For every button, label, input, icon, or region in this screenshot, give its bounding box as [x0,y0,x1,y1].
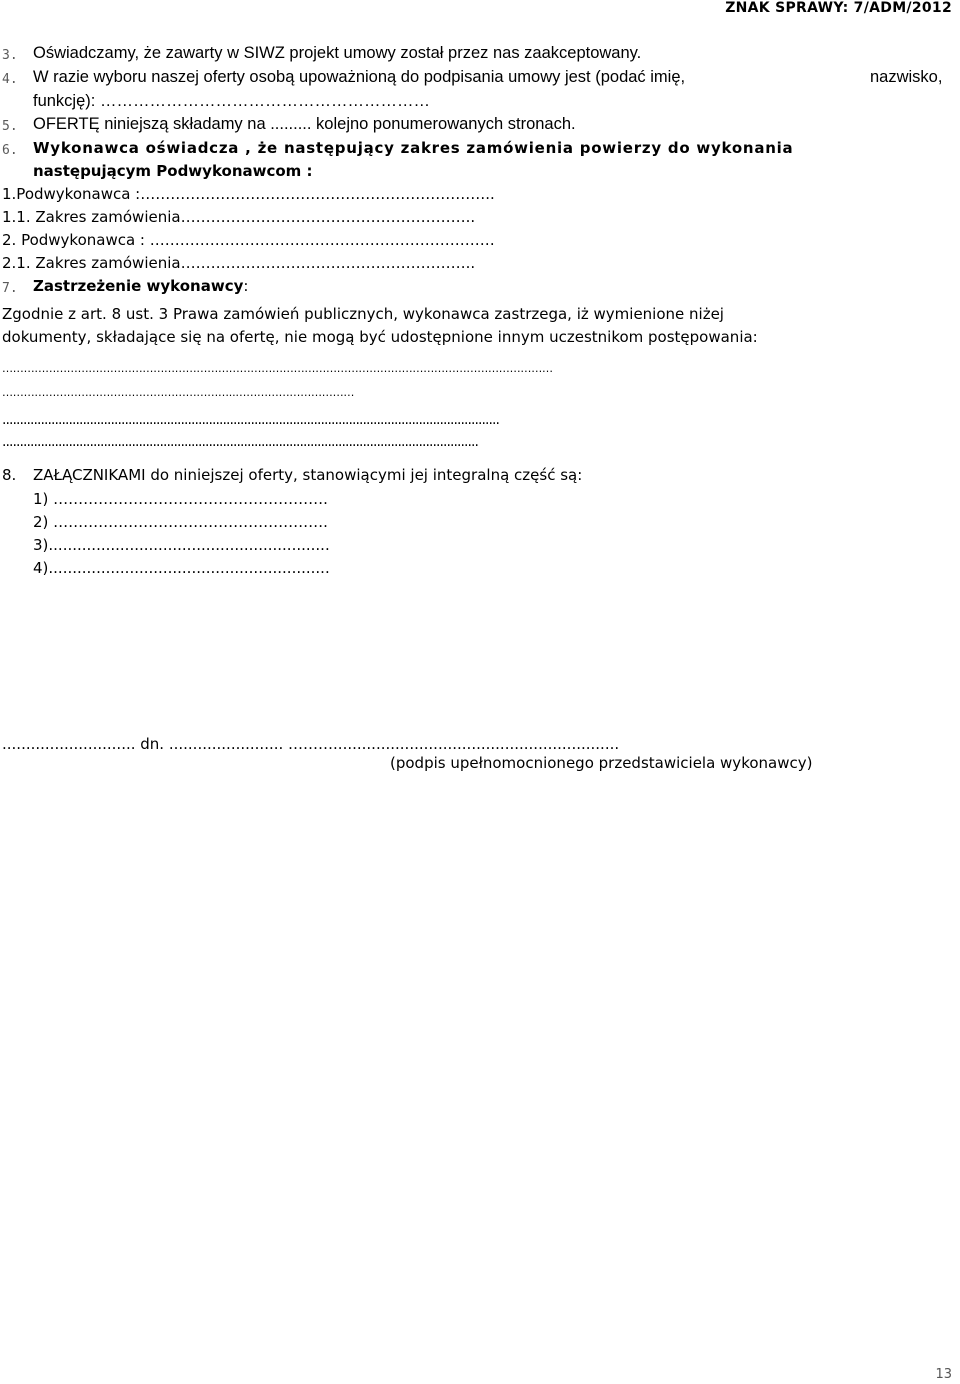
attachment-2: 2) ………………………………………………. [33,513,328,531]
attachment-4: 4)........................................................... [33,559,330,577]
subcontractor-1: 1.Podwykonawca :…………………………………………………………….. [2,185,495,203]
item-5-text: OFERTĘ niniejszą składamy na ......... kolejno ponumerowanych stronach. [33,115,576,133]
item-number-3: 3. [2,48,18,63]
item-number-8: 8. [2,466,17,484]
signature-caption: (podpis upełnomocnionego przedstawiciela wykonawcy) [390,754,813,772]
attachment-1: 1) ………………………………………………. [33,490,328,508]
attachment-3: 3)........................................................... [33,536,330,554]
item-6-text: Wykonawca oświadcza , że następujący zakres zamówienia powierzy do wykonania [33,139,794,157]
item-4-text-right: nazwisko, [870,68,943,86]
item-6-continuation: następującym Podwykonawcom : [33,162,313,180]
blank-line-4: ........................................................................................................................................ [2,434,479,450]
subcontractor-2-scope: 2.1. Zakres zamówienia………………………………………………….. [2,254,476,272]
item-4-text: W razie wyboru naszej oferty osobą upoważnioną do podpisania umowy jest (podać imię, [33,68,686,86]
item-4-continuation: funkcję): …………………………………………………… [33,92,430,110]
date-place-line: ............................ dn. ........................ ………............................................................ [2,735,620,753]
item-7-colon: : [243,277,249,295]
blank-line-2: ………………………………………………………..…………………………… [2,386,355,399]
item-3-text: Oświadczamy, że zawarty w SIWZ projekt umowy został przez nas zaakceptowany. [33,44,642,62]
item-7-text: Zastrzeżenie wykonawcy [33,277,244,295]
case-number: ZNAK SPRAWY: 7/ADM/2012 [725,0,952,16]
blank-line-1: ……………………………………………………………………………………………………………………………………… [2,362,553,375]
reservation-line-1: Zgodnie z art. 8 ust. 3 Prawa zamówień publicznych, wykonawca zastrzega, iż wymienione niżej [2,305,724,323]
item-number-5: 5. [2,119,18,134]
item-7-heading [33,277,248,295]
subcontractor-1-scope: 1.1. Zakres zamówienia………………………………………………….. [2,208,476,226]
item-number-6: 6. [2,143,18,158]
item-8-text: ZAŁĄCZNIKAMI do niniejszej oferty, stanowiącymi jej integralną część są: [33,466,583,484]
item-number-7: 7. [2,281,18,296]
blank-line-3: .............................................................................................................................................. [2,412,500,428]
subcontractor-2: 2. Podwykonawca : …………………………………………………………… [2,231,495,249]
page-number: 13 [935,1367,952,1382]
reservation-line-2: dokumenty, składające się na ofertę, nie mogą być udostępnione innym uczestnikom postępowania: [2,328,758,346]
item-number-4: 4. [2,72,18,87]
